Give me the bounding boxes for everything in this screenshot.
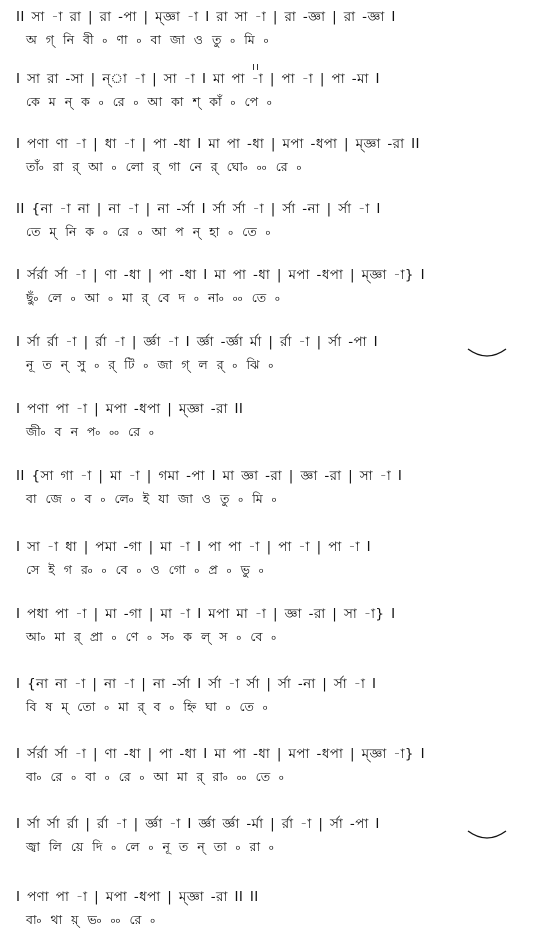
lyric-syllables: বা৹ থা য়্ ভ৹ ৹৹ রে ৹: [26, 912, 156, 927]
lyric-syllables: অ গ্ নি বী ৹ ণা ৹ বা জা ও তু ৹ মি ৹: [26, 32, 269, 47]
notation-line-10: [16, 603, 538, 647]
swara-notes: I পণা ণা -া | ধা -া | পা -ধা I মা পা -ধা | মপা -ধপা | ম্জ্ঞা -রা II: [16, 136, 420, 152]
swara-notes: I পধা পা -া | মা -গা | মা -া I মপা মা -া | জ্ঞা -রা | সা -া} I: [16, 606, 396, 622]
slur-mark: [466, 829, 508, 843]
lyric-syllables: আ৹ মা র্ প্রা ৹ ণে ৹ স৹ ক ল্ স ৹ বে ৹: [26, 629, 277, 644]
lyric-syllables: কে ম ন্ ক ৹ রে ৹ আ কা শ্ কাঁ ৹ পে ৹: [26, 94, 272, 109]
swara-notes: I সা রা -সা | ন্া -া | সা -া I মা পা -া | পা -া | পা -মা I: [16, 71, 380, 87]
swara-notes: I পণা পা -া | মপা -ধপা | ম্জ্ঞা -রা II II: [16, 889, 259, 905]
swara-notes: II {না -া না | না -া | না -র্সা I র্সা র্সা -া | র্সা -না | র্সা -া I: [16, 201, 381, 217]
lyric-syllables: তে ম্ নি ক ৹ রে ৹ আ প ন্ হা ৹ তে ৹: [26, 224, 271, 239]
notation-line-4: [16, 198, 538, 242]
lyric-syllables: জী৹ ব ন প৹ ৹৹ রে ৹: [26, 424, 154, 439]
swara-notes: I {না না -া | না -া | না -র্সা I র্সা -া র্সা | র্সা -না | র্সা -া I: [16, 676, 377, 692]
notation-line-11: [16, 673, 538, 717]
notation-line-1: [16, 6, 538, 50]
swara-notes: I পণা পা -া | মপা -ধপা | ম্জ্ঞা -রা II: [16, 401, 244, 417]
notation-line-3: [16, 133, 538, 177]
notation-line-14: [16, 886, 538, 930]
lyric-syllables: সে ই গ র৹ ৹ বে ৹ ও গো ৹ প্র ৹ ভু ৹: [26, 562, 264, 577]
lyric-syllables: নূ ত ন্ সু ৹ র্ টি ৹ জা গ্ ল র্ ৹ ঝি ৹: [26, 357, 274, 372]
lyric-syllables: বি ষ ম্ তো ৹ মা র্ ব ৹ হ্নি ঘা ৹ তে ৹: [26, 699, 268, 714]
slur-mark: [466, 347, 508, 361]
swara-notes: I সা -া ধা | পমা -গা | মা -া I পা পা -া | পা -া | পা -া I: [16, 539, 371, 555]
notation-line-7: [16, 398, 538, 442]
swara-notes: I র্সর্রা র্সা -া | ণা -ধা | পা -ধা I মা পা -ধা | মপা -ধপা | ম্জ্ঞা -া} I: [16, 267, 425, 283]
notation-line-2: [16, 68, 538, 112]
swara-notes: I র্সা র্সা র্রা | র্রা -া | র্জ্ঞা -া I র্জ্ঞা র্জ্ঞা -র্মা | র্রা -া | র্সা -পা I: [16, 816, 380, 832]
swara-notes: I র্সর্রা র্সা -া | ণা -ধা | পা -ধা I মা পা -ধা | মপা -ধপা | ম্জ্ঞা -া} I: [16, 746, 425, 762]
lyric-syllables: ছুঁ৹ লে ৹ আ ৹ মা র্ বে দ ৹ না৹ ৹৹ তে ৹: [26, 290, 281, 305]
swara-notes: II {সা গা -া | মা -া | গমা -পা I মা জ্ঞা -রা | জ্ঞা -রা | সা -া I: [16, 468, 403, 484]
swara-notes: II সা -া রা | রা -পা | ম্জ্ঞা -া I রা সা -া | রা -জ্ঞা | রা -জ্ঞা I: [16, 9, 396, 25]
notation-line-8: [16, 465, 538, 509]
swara-notes: I র্সা র্রা -া | র্রা -া | র্জ্ঞা -া I র্জ্ঞা -র্জ্ঞা র্মা | র্রা -া | র্সা -পা I: [16, 334, 379, 350]
notation-line-6: [16, 331, 538, 375]
lyric-syllables: বা৹ রে ৹ বা ৹ রে ৹ আ মা র্ রা৹ ৹৹ তে ৹: [26, 769, 284, 784]
lyric-syllables: জ্বা লি য়ে দি ৹ লে ৹ নূ ত ন্ তা ৹ রা ৹: [26, 839, 274, 854]
lyric-syllables: তাঁ৹ রা র্ আ ৹ লো র্ গা নে র্ ঘো৹ ৹৹ রে ৹: [26, 159, 302, 174]
notation-line-13: [16, 813, 538, 857]
lyric-syllables: বা জে ৹ ব ৹ লে৹ ই যা জা ও তু ৹ মি ৹: [26, 491, 277, 506]
notation-line-5: [16, 264, 538, 308]
notation-line-12: [16, 743, 538, 787]
notation-line-9: [16, 536, 538, 580]
